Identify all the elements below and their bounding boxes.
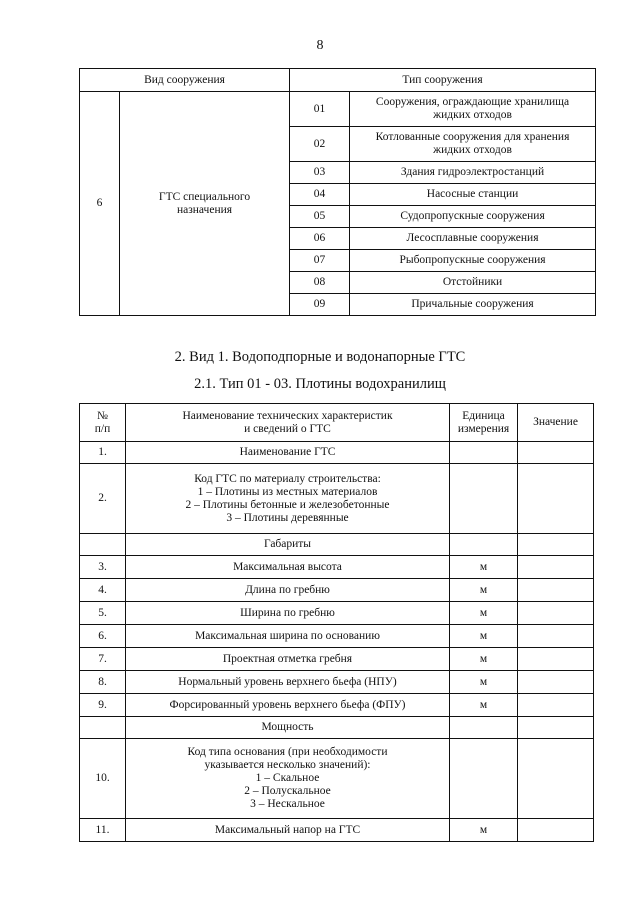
characteristic-name-cell: [126, 717, 450, 739]
characteristic-name-line: Нормальный уровень верхнего бьефа (НПУ): [178, 675, 397, 688]
value-cell: [518, 717, 594, 739]
characteristic-row: [80, 464, 594, 534]
type-name-cell: [350, 184, 596, 206]
type-name-cell: [350, 127, 596, 162]
unit-cell: [450, 464, 518, 534]
type-name-line: Насосные станции: [426, 188, 519, 200]
unit-cell: м: [450, 579, 518, 602]
types-header-row: [80, 69, 596, 92]
type-name-line: Рыбопропускные сооружения: [399, 254, 546, 266]
type-name-cell: [350, 206, 596, 228]
type-name-line: Сооружения, ограждающие хранилища: [375, 96, 570, 108]
type-code-cell: 08: [290, 272, 350, 294]
value-cell: [518, 602, 594, 625]
characteristic-name-cell: [126, 556, 450, 579]
group-name-line: ГТС специального: [158, 190, 251, 203]
header-structure-kind: Вид сооружения: [80, 69, 290, 92]
characteristic-row: [80, 556, 594, 579]
type-name-cell: [350, 294, 596, 316]
characteristic-name-cell: [126, 819, 450, 842]
characteristic-name-line: указывается несколько значений):: [204, 759, 371, 771]
characteristic-name-cell: [126, 602, 450, 625]
characteristic-row: [80, 625, 594, 648]
row-number-cell: 7.: [80, 648, 126, 671]
row-number-cell: 10.: [80, 739, 126, 819]
characteristic-name-line: 2 – Плотины бетонные и железобетонные: [185, 498, 390, 511]
header-structure-type: Тип сооружения: [290, 69, 596, 92]
characteristic-name-line: Ширина по гребню: [240, 606, 335, 619]
characteristic-row: [80, 717, 594, 739]
type-name-line: жидких отходов: [433, 144, 512, 156]
unit-cell: м: [450, 694, 518, 717]
characteristic-name-cell: [126, 694, 450, 717]
value-cell: [518, 671, 594, 694]
characteristic-name-line: Мощность: [261, 721, 314, 733]
type-name-cell: [350, 250, 596, 272]
characteristic-name-line: Наименование ГТС: [239, 446, 336, 458]
type-code-cell: 06: [290, 228, 350, 250]
type-code-cell: 01: [290, 92, 350, 127]
characteristic-row: [80, 534, 594, 556]
characteristic-name-line: Проектная отметка гребня: [222, 652, 353, 665]
characteristic-name-cell: [126, 671, 450, 694]
characteristic-row: [80, 442, 594, 464]
section-heading: 2. Вид 1. Водоподпорные и водонапорные ГТС: [174, 349, 466, 365]
characteristic-row: [80, 579, 594, 602]
row-number-cell: 9.: [80, 694, 126, 717]
unit-cell: [450, 534, 518, 556]
characteristic-row: [80, 671, 594, 694]
group-name-line: назначения: [176, 203, 233, 216]
unit-cell: м: [450, 671, 518, 694]
header-value: Значение: [518, 404, 594, 442]
unit-cell: м: [450, 602, 518, 625]
row-number-cell: [80, 534, 126, 556]
value-cell: [518, 648, 594, 671]
characteristics-table: [79, 403, 594, 842]
type-code-cell: 02: [290, 127, 350, 162]
characteristic-name-cell: [126, 534, 450, 556]
unit-cell: м: [450, 819, 518, 842]
value-cell: [518, 534, 594, 556]
type-name-line: Лесосплавные сооружения: [406, 232, 539, 244]
characteristic-name-line: 2 – Полускальное: [244, 785, 331, 797]
header-unit-line: Единица: [462, 409, 505, 422]
characteristic-name-cell: [126, 442, 450, 464]
characteristic-row: [80, 602, 594, 625]
value-cell: [518, 625, 594, 648]
type-name-cell: [350, 92, 596, 127]
row-number-cell: 2.: [80, 464, 126, 534]
characteristic-name-line: Максимальная ширина по основанию: [195, 629, 380, 642]
row-number-cell: 11.: [80, 819, 126, 842]
characteristic-name-line: 3 – Нескальное: [250, 798, 325, 810]
characteristic-row: [80, 739, 594, 819]
type-name-line: жидких отходов: [433, 109, 512, 121]
type-name-cell: [350, 228, 596, 250]
row-number-cell: 6.: [80, 625, 126, 648]
header-name-line: и сведений о ГТС: [244, 422, 331, 435]
type-code-cell: 09: [290, 294, 350, 316]
characteristic-row: [80, 819, 594, 842]
group-number-cell: 6: [80, 92, 120, 316]
type-row: [80, 92, 596, 127]
value-cell: [518, 464, 594, 534]
value-cell: [518, 739, 594, 819]
characteristic-row: [80, 648, 594, 671]
type-code-cell: 05: [290, 206, 350, 228]
characteristic-name-line: 3 – Плотины деревянные: [226, 511, 349, 524]
characteristic-name-line: Максимальный напор на ГТС: [214, 823, 361, 836]
row-number-cell: [80, 717, 126, 739]
header-number-line: №: [97, 409, 108, 422]
header-unit: [450, 404, 518, 442]
type-name-line: Причальные сооружения: [411, 298, 534, 310]
row-number-cell: 8.: [80, 671, 126, 694]
unit-cell: [450, 739, 518, 819]
type-name-line: Котлованные сооружения для хранения: [375, 131, 570, 143]
characteristic-name-line: Габариты: [263, 538, 312, 550]
header-number-line: п/п: [94, 422, 111, 435]
characteristic-name-line: Длина по гребню: [245, 583, 330, 596]
type-name-line: Здания гидроэлектростанций: [400, 166, 545, 178]
row-number-cell: 5.: [80, 602, 126, 625]
characteristic-name-line: Код типа основания (при необходимости: [187, 746, 388, 758]
header-unit-line: измерения: [457, 422, 510, 435]
header-number: [80, 404, 126, 442]
characteristic-name-cell: [126, 464, 450, 534]
row-number-cell: 1.: [80, 442, 126, 464]
characteristic-name-line: Форсированный уровень верхнего бьефа (ФПУ): [169, 698, 406, 711]
unit-cell: м: [450, 625, 518, 648]
characteristic-name-line: 1 – Скальное: [255, 772, 320, 784]
value-cell: [518, 556, 594, 579]
type-code-cell: 04: [290, 184, 350, 206]
row-number-cell: 4.: [80, 579, 126, 602]
value-cell: [518, 819, 594, 842]
unit-cell: м: [450, 648, 518, 671]
type-name-cell: [350, 272, 596, 294]
characteristic-row: [80, 694, 594, 717]
value-cell: [518, 694, 594, 717]
type-name-line: Отстойники: [442, 276, 503, 288]
type-name-line: Судопропускные сооружения: [400, 210, 545, 222]
value-cell: [518, 442, 594, 464]
type-name-cell: [350, 162, 596, 184]
characteristic-name-cell: [126, 739, 450, 819]
value-cell: [518, 579, 594, 602]
type-code-cell: 03: [290, 162, 350, 184]
characteristic-name-cell: [126, 625, 450, 648]
header-name-line: Наименование технических характеристик: [182, 409, 393, 422]
unit-cell: [450, 717, 518, 739]
characteristic-name-line: Код ГТС по материалу строительства:: [194, 472, 381, 485]
subsection-heading: 2.1. Тип 01 - 03. Плотины водохранилищ: [194, 376, 446, 392]
chars-header-row: [80, 404, 594, 442]
header-name: [126, 404, 450, 442]
structure-types-table: [79, 68, 596, 316]
type-code-cell: 07: [290, 250, 350, 272]
characteristic-name-line: Максимальная высота: [233, 560, 342, 573]
characteristic-name-cell: [126, 648, 450, 671]
row-number-cell: 3.: [80, 556, 126, 579]
unit-cell: м: [450, 556, 518, 579]
characteristic-name-cell: [126, 579, 450, 602]
page-number: 8: [316, 38, 324, 53]
unit-cell: [450, 442, 518, 464]
group-name-cell: [120, 92, 290, 316]
characteristic-name-line: 1 – Плотины из местных материалов: [197, 485, 378, 498]
